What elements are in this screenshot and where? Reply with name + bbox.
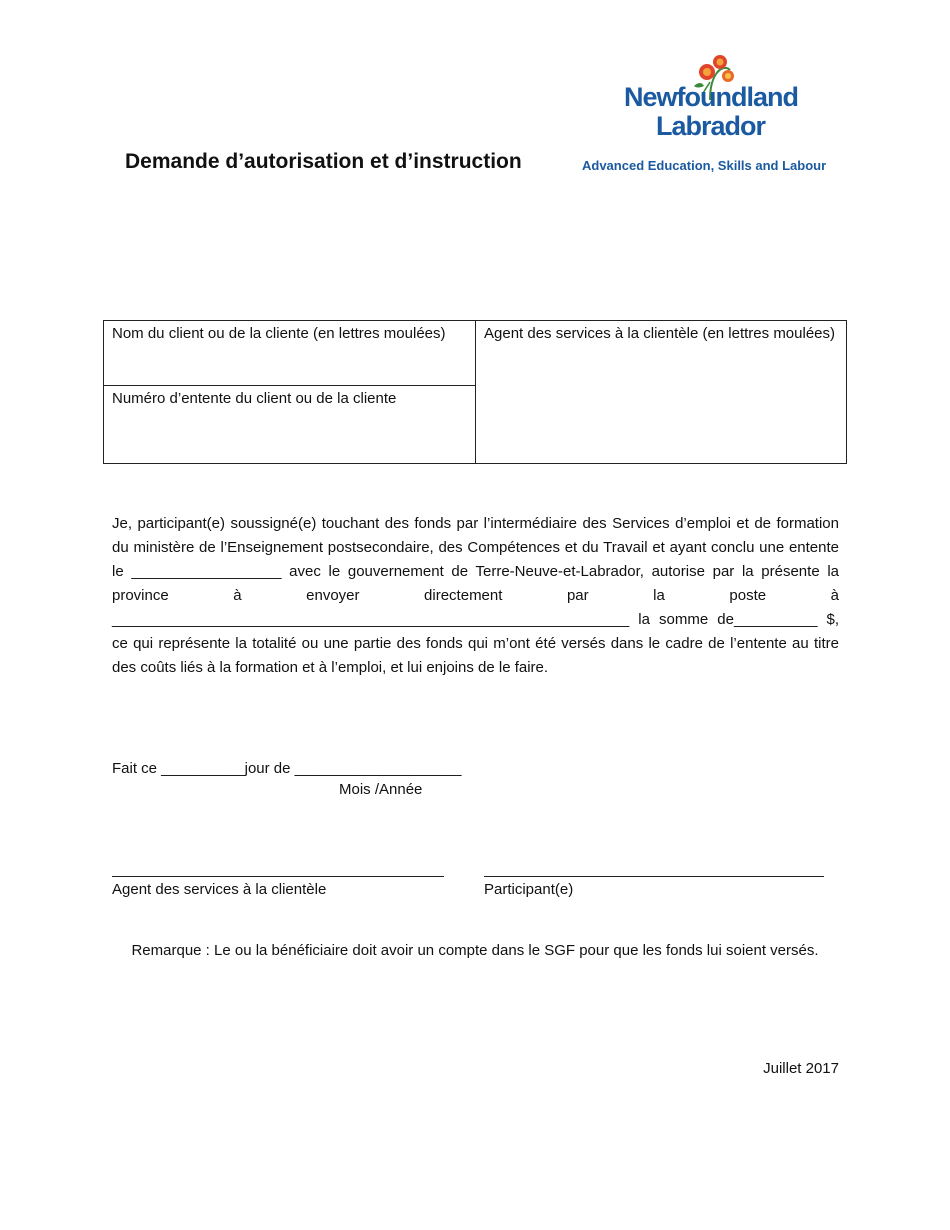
- client-name-label: Nom du client ou de la cliente (en lettres moulées): [112, 325, 446, 342]
- date-line[interactable]: Fait ce __________jour de ____________________: [112, 760, 462, 777]
- month-year-label: Mois /Année: [339, 781, 423, 798]
- logo-labrador: Labrador: [656, 111, 766, 141]
- agent-name-label: Agent des services à la clientèle (en lettres moulées): [484, 325, 836, 342]
- agent-name-field[interactable]: [476, 321, 847, 464]
- logo-newfoundland: Newfoundland: [624, 82, 798, 112]
- remark-note: Remarque : Le ou la bénéficiaire doit avoir un compte dans le SGF pour que les fonds lui soient versés.: [131, 942, 819, 959]
- logo-department: Advanced Education, Skills and Labour: [582, 158, 827, 173]
- client-info-table: [103, 320, 847, 464]
- footer-date: Juillet 2017: [763, 1060, 839, 1077]
- agent-signature-line[interactable]: [112, 876, 444, 877]
- client-agreement-label: Numéro d’entente du client ou de la cliente: [112, 390, 397, 407]
- authorization-paragraph: Je, participant(e) soussigné(e) touchant des fonds par l’intermédiaire des Services d’emploi et de formation du ministère de l’Enseignement postsecondaire, des Compétences et du Travail et ayant conclu une entente le __________________ avec le gouvernement de Terre-Neuve-et-Labrador, autorise par la présente la province à envoyer directement par la poste à ______________________________________________________________ la somme de__________ $, ce qui représente la totalité ou une partie des fonds qui m’ont été versés dans le cadre de l’entente au titre des coûts liés à la formation et à l’emploi, et lui enjoins de le faire.: [112, 515, 839, 676]
- agent-signature-label: Agent des services à la clientèle: [112, 881, 327, 898]
- government-logo: [580, 52, 850, 182]
- participant-signature-label: Participant(e): [484, 881, 574, 898]
- page-title: Demande d’autorisation et d’instruction: [125, 150, 522, 173]
- client-name-field[interactable]: [104, 321, 476, 386]
- client-agreement-field[interactable]: [104, 386, 476, 464]
- participant-signature-line[interactable]: [484, 876, 824, 877]
